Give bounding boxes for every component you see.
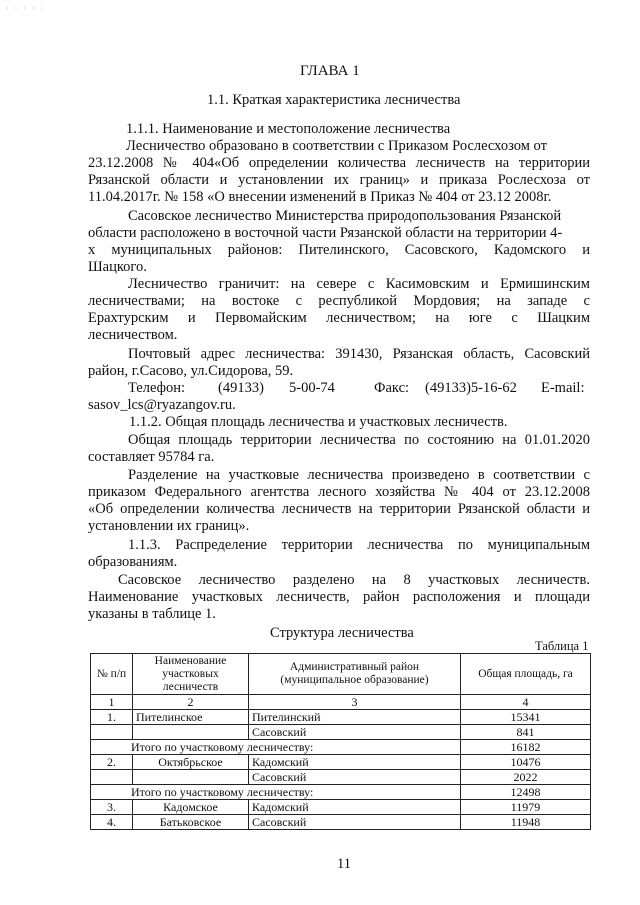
table-cell: 4.: [91, 815, 133, 830]
paragraph-line: «Об определении количества лесничеств на территории Рязанской области и: [88, 501, 590, 517]
paragraph-line: 11.04.2017г. № 158 «О внесении изменений в Приказ № 404 от 23.12 2008г.: [88, 189, 552, 205]
table-cell: 2.: [91, 755, 133, 770]
table-cell: Октябрьское: [133, 755, 249, 770]
page-number: 11: [337, 856, 351, 872]
table-cell: 10476: [461, 755, 591, 770]
paragraph-line: указаны в таблице 1.: [88, 606, 216, 622]
table-row: [91, 710, 591, 725]
table-cell: 11948: [461, 815, 591, 830]
paragraph-line: Разделение на участковые лесничества произведено в соответствии с: [128, 467, 590, 483]
email-label: E-mail:: [541, 380, 585, 396]
table-cell: Пителинский: [249, 710, 461, 725]
section-heading-1-1-2: 1.1.2. Общая площадь лесничества и участковых лесничеств.: [129, 414, 508, 430]
table-cell: 4: [461, 695, 591, 710]
paragraph-line: Сасовское лесничество Министерства природопользования Рязанской: [128, 208, 562, 224]
section-heading-1-1-3: 1.1.3. Распределение территории лесничества по муниципальным: [128, 537, 590, 553]
table-cell: 12498: [461, 785, 591, 800]
paragraph-line: Шацкого.: [88, 259, 147, 275]
phone-number: 5-00-74: [289, 380, 335, 396]
table-cell: [133, 770, 249, 785]
table-cell: 2022: [461, 770, 591, 785]
phone-code: (49133): [218, 380, 264, 396]
table-label: Таблица 1: [535, 639, 589, 653]
paragraph-line: Сасовское лесничество разделено на 8 участковых лесничеств.: [118, 572, 590, 588]
table-cell: Кадомское: [133, 800, 249, 815]
table-cell: 841: [461, 725, 591, 740]
phone-label: Телефон:: [128, 380, 186, 396]
table-cell: [91, 770, 133, 785]
paragraph-line: Наименование участковых лесничеств, район расположения и площади: [88, 589, 590, 605]
paragraph-line: х муниципальных районов: Пителинского, Сасовского, Кадомского и: [88, 242, 590, 258]
table-cell: 3.: [91, 800, 133, 815]
table-total-row: [91, 740, 591, 755]
table-header-cell: Общая площадь, га: [461, 654, 591, 695]
paragraph-line: образованиям.: [88, 554, 178, 570]
table-cell: Кадомский: [249, 800, 461, 815]
table-cell: Батьковское: [133, 815, 249, 830]
table-cell: 3: [249, 695, 461, 710]
table-cell: [91, 725, 133, 740]
table-numbering-row: [91, 695, 591, 710]
paragraph-line: Общая площадь территории лесничества по состоянию на 01.01.2020: [128, 432, 590, 448]
table-cell: Сасовский: [249, 770, 461, 785]
table-row: [91, 815, 591, 830]
table-cell: 11979: [461, 800, 591, 815]
table-row: [91, 725, 591, 740]
paragraph-line: Рязанской области и установлении их границ» и приказа Рослесхоза от: [88, 172, 590, 188]
table-header-cell: Административный район (муниципальное образование): [249, 654, 461, 695]
table-title: Структура лесничества: [270, 625, 414, 641]
paragraph-line: приказом Федерального агентства лесного хозяйства № 404 от 23.12.2008: [88, 484, 590, 500]
table-cell: [133, 725, 249, 740]
scan-artifact: · · · · ·: [6, 4, 46, 13]
fax-label: Факс:: [374, 380, 410, 396]
section-heading-1-1-1: 1.1.1. Наименование и местоположение лесничества: [126, 121, 451, 137]
paragraph-line: лесничествами; на востоке с республикой Мордовия; на западе с: [88, 293, 590, 309]
table-header-cell: № п/п: [91, 654, 133, 695]
table-total-label: Итого по участковому лесничеству:: [91, 740, 461, 755]
chapter-title: ГЛАВА 1: [300, 63, 360, 79]
table-cell: 1: [91, 695, 133, 710]
table-cell: 15341: [461, 710, 591, 725]
table-cell: 1.: [91, 710, 133, 725]
table-header-cell: Наименование участковых лесничеств: [133, 654, 249, 695]
paragraph-line: Лесничество граничит: на севере с Касимовским и Ермишинским: [128, 276, 590, 292]
table-total-row: [91, 785, 591, 800]
table-cell: Пителинское: [133, 710, 249, 725]
table-cell: Кадомский: [249, 755, 461, 770]
paragraph-line: составляет 95784 га.: [88, 449, 215, 465]
section-heading-1-1: 1.1. Краткая характеристика лесничества: [207, 92, 461, 108]
paragraph-line: 23.12.2008 № 404«Об определении количества лесничеств на территории: [88, 155, 590, 171]
paragraph-line: лесничеством.: [88, 327, 178, 343]
paragraph-line: Почтовый адрес лесничества: 391430, Рязанская область, Сасовский: [128, 346, 590, 362]
forestry-structure-table: [90, 653, 591, 830]
table-cell: 16182: [461, 740, 591, 755]
paragraph-line: район, г.Сасово, ул.Сидорова, 59.: [88, 363, 294, 379]
table-row: [91, 770, 591, 785]
table-cell: Сасовский: [249, 815, 461, 830]
table-header-row: [91, 654, 591, 695]
paragraph-line: Лесничество образовано в соответствии с Приказом Рослесхозом от: [126, 138, 547, 154]
paragraph-line: установлении их границ».: [88, 518, 250, 534]
paragraph-line: области расположено в восточной части Рязанской области на территории 4-: [88, 225, 563, 241]
table-cell: 2: [133, 695, 249, 710]
table-row: [91, 800, 591, 815]
table-total-label: Итого по участковому лесничеству:: [91, 785, 461, 800]
email-address: sasov_lcs@ryazangov.ru.: [88, 397, 236, 413]
table-row: [91, 755, 591, 770]
paragraph-line: Ерахтурским и Первомайским лесничеством; на юге с Шацким: [88, 310, 590, 326]
table-cell: Сасовский: [249, 725, 461, 740]
fax-number: (49133)5-16-62: [425, 380, 517, 396]
